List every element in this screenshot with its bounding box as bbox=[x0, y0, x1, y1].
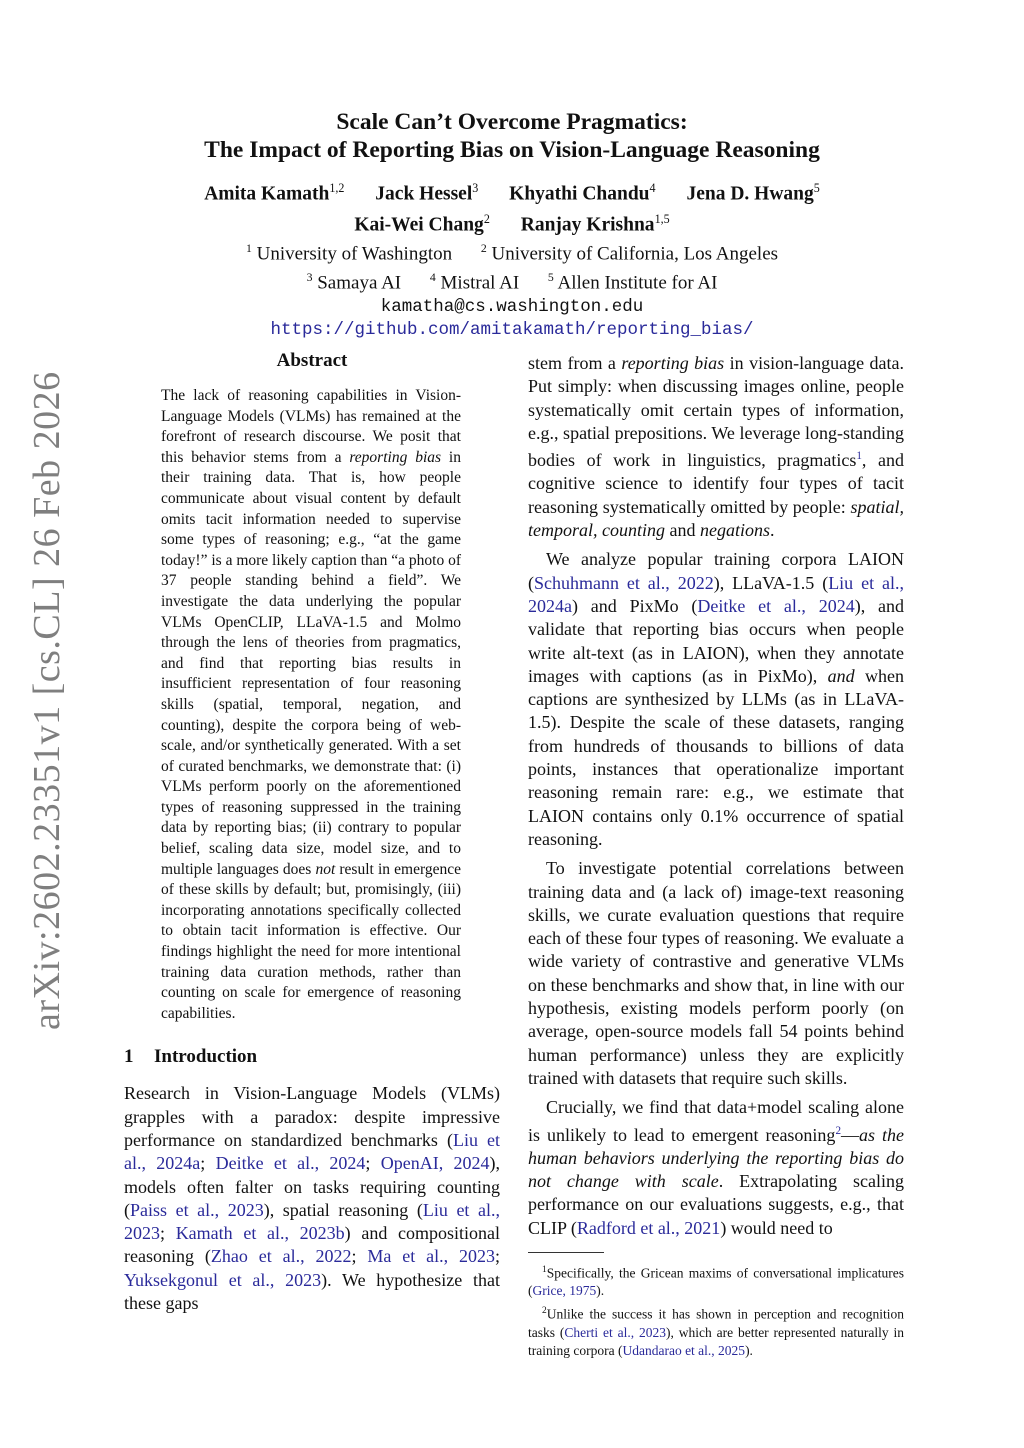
affiliation-name: University of California, Los Angeles bbox=[491, 243, 779, 265]
author-affil-sup: 1,2 bbox=[329, 181, 345, 195]
citation-link[interactable]: Zhao et al., 2022 bbox=[210, 1246, 352, 1267]
text-segment: and bbox=[665, 520, 700, 541]
affiliation-number: 3 bbox=[306, 271, 313, 285]
author-name: Kai-Wei Chang bbox=[354, 214, 484, 235]
author-name: Jena D. Hwang bbox=[686, 183, 814, 205]
text-emphasis: negations bbox=[700, 520, 770, 541]
author-name: Khyathi Chandu bbox=[509, 183, 650, 205]
section-number: 1 bbox=[124, 1046, 134, 1068]
citation-link[interactable]: Kamath et al., 2023b bbox=[175, 1223, 345, 1244]
affiliation-name: Mistral AI bbox=[440, 272, 520, 294]
citation-link[interactable]: Cherti et al., 2023 bbox=[564, 1324, 666, 1340]
text-segment: . bbox=[770, 520, 775, 541]
text-segment: ). bbox=[745, 1342, 753, 1358]
intro-paragraph: Research in Vision-Language Models (VLMs) grapples with a paradox: despite impressive performance on standardized benchmarks (Liu et al., 2024a; Deitke et al., 2024; OpenAI, 2024), models often falter on tasks requiring counting (Paiss et al., 2023), spatial reasoning (Liu et al., 2023; Kamath et al., 2023b) and compositional reasoning (Zhao et al., 2022; Ma et al., 2023; Yuksekgonul et al., 2023). We hypothesize that these gaps bbox=[124, 1083, 501, 1314]
footnote bbox=[528, 1302, 904, 1360]
author-name: Jack Hessel bbox=[375, 183, 473, 205]
footnote-marker[interactable]: 1 bbox=[856, 450, 862, 463]
author-name: Ranjay Krishna bbox=[520, 214, 655, 235]
text-segment: when captions are synthesized by LLMs (as in LLaVA-1.5). Despite the scale of these datasets, ranging from hundreds of thousands to billions of data points, instances that operationalize important reasoning remain rare: e.g., we estimate that LAION contains only 0.1% occurrence of spatial reasoning. bbox=[528, 665, 904, 849]
text-segment: ), LLaVA-1.5 ( bbox=[713, 572, 829, 593]
paper-title bbox=[0, 108, 1024, 164]
body-paragraph bbox=[528, 352, 904, 542]
text-segment: Specifically, the Gricean maxims of conversational implicatures ( bbox=[528, 1265, 904, 1299]
author-list bbox=[0, 176, 1024, 237]
text-segment: ). bbox=[596, 1283, 605, 1299]
citation-link[interactable]: OpenAI, 2024 bbox=[380, 1153, 490, 1174]
citation-link[interactable]: Liu et al., 2024a bbox=[124, 1130, 500, 1174]
affiliation-list bbox=[0, 237, 1024, 296]
title-line-1: Scale Can’t Overcome Pragmatics: bbox=[336, 109, 688, 135]
citation-link[interactable]: Radford et al., 2021 bbox=[576, 1217, 721, 1238]
left-column bbox=[124, 350, 500, 1315]
author-affil-sup: 4 bbox=[649, 181, 656, 195]
footnote-marker[interactable]: 2 bbox=[835, 1124, 842, 1137]
author-affil-sup: 3 bbox=[472, 181, 479, 195]
text-segment: ). We hypothesize that these gaps bbox=[124, 1269, 501, 1314]
text-segment: ) would need to bbox=[720, 1217, 833, 1238]
citation-link[interactable]: Liu et al., 2023 bbox=[124, 1199, 500, 1244]
text-segment: — bbox=[841, 1124, 860, 1145]
text-segment: stem from a bbox=[528, 353, 622, 373]
text-emphasis: reporting bias bbox=[621, 353, 725, 373]
text-emphasis: and bbox=[827, 665, 855, 686]
text-emphasis: spatial, temporal, counting bbox=[528, 496, 904, 541]
paper-header bbox=[0, 108, 1024, 342]
text-segment: . Extrapolating scaling performance on our evaluations suggests, e.g., that CLIP ( bbox=[528, 1171, 904, 1238]
contact-email[interactable]: kamatha@cs.washington.edu bbox=[380, 296, 644, 317]
text-segment: Unlike the success it has shown in perception and recognition tasks ( bbox=[528, 1306, 904, 1340]
abstract-segment: The lack of reasoning capabilities in Vision-Language Models (VLMs) has remained at the forefront of research discourse. We posit that this behavior stems from a bbox=[161, 387, 461, 466]
abstract-heading: Abstract bbox=[276, 350, 348, 371]
section-title-text: Introduction bbox=[154, 1046, 258, 1068]
citation-link[interactable]: Liu et al., 2024a bbox=[528, 572, 904, 616]
title-line-2: The Impact of Reporting Bias on Vision-Language Reasoning bbox=[204, 137, 820, 163]
text-segment: ), which are better represented naturally in training corpora ( bbox=[528, 1324, 904, 1358]
right-column bbox=[528, 352, 904, 1362]
author-name: Amita Kamath bbox=[204, 183, 330, 205]
affiliation-name: Allen Institute for AI bbox=[557, 272, 718, 294]
text-segment: ) and PixMo ( bbox=[572, 595, 698, 616]
citation-link[interactable]: Ma et al., 2023 bbox=[367, 1246, 495, 1267]
citation-link[interactable]: Deitke et al., 2024 bbox=[697, 595, 855, 616]
affiliation-number: 1 bbox=[245, 242, 252, 255]
abstract-text bbox=[161, 386, 461, 1024]
author-affil-sup: 5 bbox=[813, 181, 820, 195]
body-paragraph: To investigate potential correlations between training data and (a lack of) image-text reasoning skills, we curate evaluation questions that require each of these four types of reasoning. We evaluate a wide variety of contrastive and generative VLMs on these benchmarks and show that, in line with our hypothesis, existing models perform poorly (on average, open-source models fall 54 points behind human performance) unless they are explicitly trained with datasets that require such skills. bbox=[528, 858, 904, 1088]
affiliation-number: 2 bbox=[480, 242, 487, 255]
affiliation-number: 5 bbox=[547, 271, 554, 285]
arxiv-identifier-stamp: arXiv:2602.23351v1 [cs.CL] 26 Feb 2026 bbox=[26, 371, 68, 1030]
abstract-segment: result in emergence of these skills by default; but, promisingly, (iii) incorporating annotations specifically collected to obtain tacit information is effective. Our findings highlight the need for more intentional training data curation methods, rather than counting on scale for emergence of reasoning capabilities. bbox=[161, 860, 461, 1022]
text-segment: ), and validate that reporting bias occurs when people write alt-text (as in LAION), when they annotate images with captions (as in PixMo), bbox=[528, 595, 904, 686]
citation-link[interactable]: Yuksekgonul et al., 2023 bbox=[124, 1269, 322, 1290]
citation-link[interactable]: Grice, 1975 bbox=[532, 1283, 597, 1299]
text-segment: in vision-language data. Put simply: when discussing images online, people systematically omit certain types of information, e.g., spatial prepositions. We leverage long-standing bodies of work in linguistics, pragmatics bbox=[528, 353, 905, 471]
affiliation-name: University of Washington bbox=[256, 243, 453, 265]
text-segment: , and cognitive science to identify four types of tacit reasoning systematically omitted by people: bbox=[528, 450, 904, 517]
citation-link[interactable]: Udandarao et al., 2025 bbox=[622, 1342, 746, 1358]
footnote-number: 1 bbox=[542, 1264, 547, 1275]
body-paragraph bbox=[528, 1096, 904, 1240]
footnote bbox=[528, 1261, 904, 1301]
text-segment: Crucially, we find that data+model scaling alone is unlikely to lead to emergent reasoning bbox=[528, 1097, 904, 1145]
text-segment: ) and compositional reasoning ( bbox=[124, 1223, 500, 1267]
citation-link[interactable]: Paiss et al., 2023 bbox=[130, 1199, 264, 1220]
abstract-emphasis: not bbox=[315, 860, 336, 878]
text-segment: ), spatial reasoning ( bbox=[263, 1199, 423, 1220]
abstract-segment: in their training data. That is, how people communicate about visual content by default omits tacit information needed to supervise some types of reasoning; e.g., “at the game today!” is a more likely caption than “a photo of 37 people standing behind a field”. We investigate the data underlying the popular VLMs OpenCLIP, LLaVA-1.5 and Molmo through the lens of theories from pragmatics, and find that reporting bias results in insufficient representation of four reasoning skills (spatial, temporal, negation, and counting), despite the corpora being of web-scale, and/or synthetically generated. With a set of curated benchmarks, we demonstrate that: (i) VLMs perform poorly on the aforementioned types of reasoning suppressed in the training data by reporting bias; (ii) contrary to popular belief, scaling data size, model size, and to multiple languages does bbox=[161, 448, 462, 878]
text-emphasis: as the human behaviors underlying the reporting bias do not change with scale bbox=[528, 1124, 904, 1192]
repository-link[interactable]: https://github.com/amitakamath/reporting_bias/ bbox=[270, 319, 754, 340]
affiliation-name: Samaya AI bbox=[317, 272, 402, 294]
citation-link[interactable]: Schuhmann et al., 2022 bbox=[534, 572, 714, 593]
author-affil-sup: 2 bbox=[483, 211, 490, 226]
author-affil-sup: 1,5 bbox=[654, 211, 670, 226]
text-segment: ), models often falter on tasks requiring counting ( bbox=[124, 1153, 500, 1220]
footnote-divider bbox=[528, 1252, 604, 1253]
body-paragraph bbox=[528, 548, 904, 851]
section-heading-introduction bbox=[124, 1046, 500, 1068]
affiliation-number: 4 bbox=[429, 271, 436, 285]
citation-link[interactable]: Deitke et al., 2024 bbox=[215, 1153, 366, 1174]
text-segment: Research in Vision-Language Models (VLMs) grapples with a paradox: despite impressive performance on standardized benchmarks ( bbox=[124, 1083, 500, 1150]
text-segment: We analyze popular training corpora LAION ( bbox=[528, 549, 904, 593]
footnote-number: 2 bbox=[542, 1306, 547, 1317]
abstract-emphasis: reporting bias bbox=[349, 448, 442, 466]
